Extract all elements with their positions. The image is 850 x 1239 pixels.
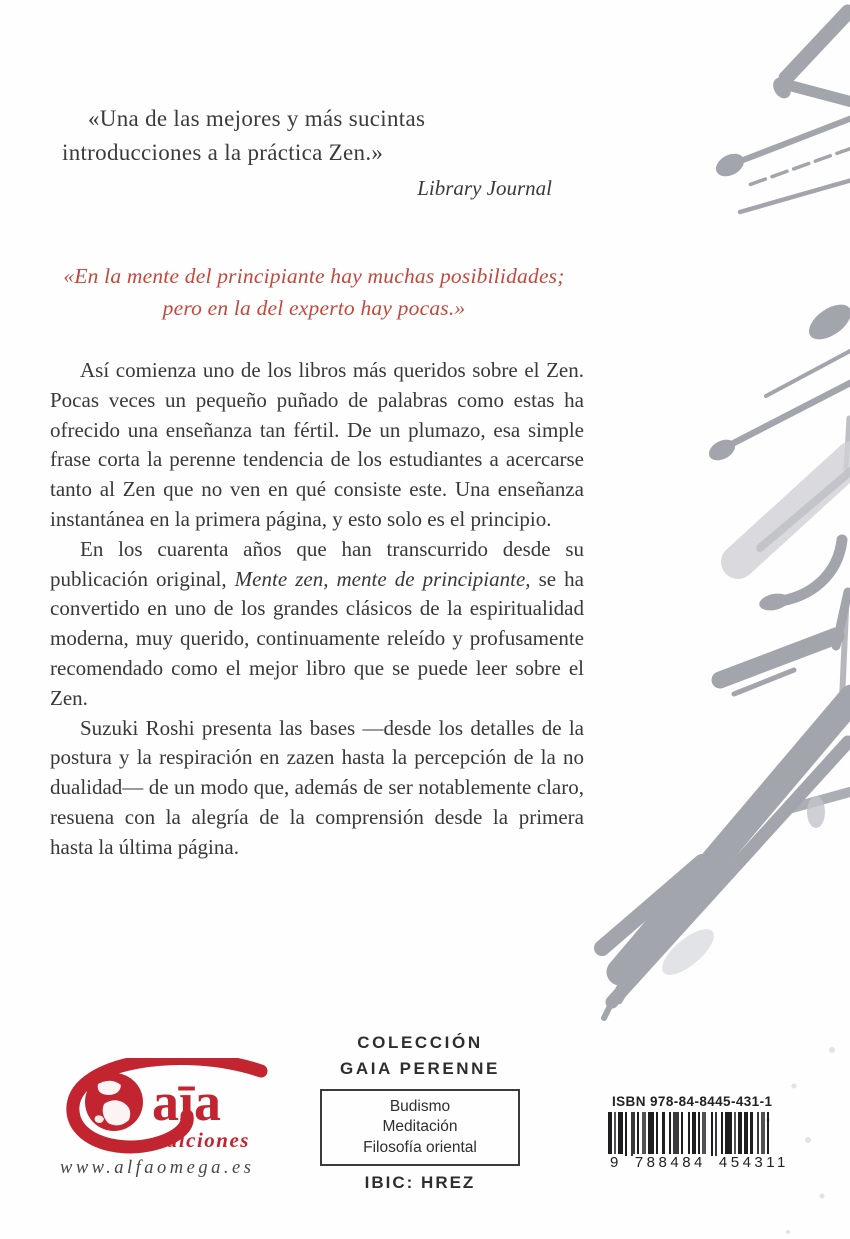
ibic-code: IBIC: HREZ [364,1173,476,1193]
isbn-label: ISBN 978-84-8445-431-1 [612,1094,773,1109]
barcode-digits [608,1154,793,1171]
collection-title-line2: GAIA PERENNE [340,1059,500,1079]
subject-item: Meditación [382,1118,458,1136]
collection-title-line1: COLECCIÓN [357,1033,483,1052]
subject-item: Budismo [389,1097,451,1115]
barcode-digit-group: 9 [610,1154,622,1171]
review-quote-block [62,102,564,201]
barcode-digit-group: 454311 [718,1154,789,1171]
barcode-digit-group: 788484 [634,1154,706,1171]
barcode-block [608,1094,793,1171]
review-quote: «Una de las mejores y más sucintas introducciones a la práctica Zen.» [62,106,426,166]
publisher-website: www.alfaomega.es [60,1158,255,1178]
synopsis-paragraph-3: Suzuki Roshi presenta las bases —desde los detalles de la postura y la respiración en zazen hasta la percepción de la no dualidad— de un modo que, además de ser notablemente claro, resuena con la alegría de la comprensión desde la primera hasta la última página. [50,715,584,859]
synopsis [50,356,584,863]
beginner-mind-quote: «En la mente del principiante hay muchas posibilidades; pero en la del experto hay pocas.» [63,264,565,321]
publisher-logo-block [56,1058,286,1179]
paragraph2-text-before: En los cuarenta años que han transcurrido desde su publicación original, [50,536,584,591]
subject-item: Filosofía oriental [363,1138,477,1156]
collection-block [318,1030,522,1193]
globe-icon [85,1073,143,1131]
synopsis-paragraph-1: Así comienza uno de los libros más queridos sobre el Zen. Pocas veces un pequeño puñado de palabras como estas ha ofrecido una enseñanza tan fértil. De un plumazo, esa simple frase corta la perenne tendencia de los estudiantes a acercarse tanto al Zen que no ven en qué consiste este. Una enseñanza instantánea en la primera página, y esto solo es el principio. [50,358,584,531]
review-attribution: Library Journal [417,176,552,201]
subjects-box [320,1089,520,1167]
publisher-subtitle: ediciones [156,1128,250,1152]
publisher-logo [56,1058,274,1154]
calligraphy-brush-artwork [580,0,850,1239]
book-title: Mente zen, mente de principiante, [234,566,531,591]
synopsis-paragraph-2 [50,535,584,714]
paragraph2-text-after: se ha convertido en uno de los grandes clásicos de la espiritualidad moderna, muy querido, continuamente releído y profusamente recomendado como el mejor libro que se puede leer sobre el Zen. [50,566,584,710]
publisher-name: aīa [152,1072,222,1132]
